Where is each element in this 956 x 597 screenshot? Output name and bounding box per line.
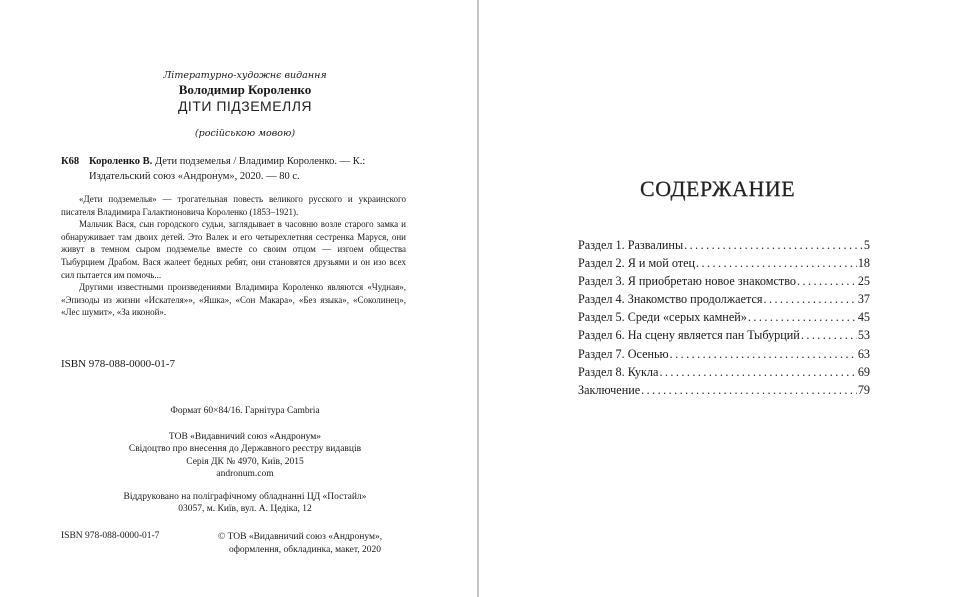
toc-entry-title: Раздел 6. На сцену является пан Тыбурций	[578, 328, 800, 343]
toc-entry[interactable]	[578, 365, 870, 383]
toc-entry[interactable]	[578, 383, 870, 401]
publisher-line: Свідоцтво про внесення до Державного реєстру видавців	[128, 444, 362, 455]
toc-entry[interactable]	[578, 238, 870, 256]
print-block	[60, 491, 430, 516]
toc-leader-dots	[670, 347, 857, 362]
toc-entry-page: 53	[857, 328, 870, 343]
toc-entry[interactable]	[578, 310, 870, 328]
toc-entry-page: 25	[857, 274, 870, 289]
language-note: (російською мовою)	[194, 128, 296, 139]
bottom-isbn: ISBN 978-088-0000-01-7	[61, 531, 160, 541]
edition-type: Літературно-художнє видання	[163, 70, 327, 81]
table-of-contents	[578, 238, 870, 401]
book-title: ДІТИ ПІДЗЕМЕЛЛЯ	[177, 98, 313, 114]
toc-entry-page: 63	[857, 346, 870, 361]
toc-entry-title: Раздел 4. Знакомство продолжается	[578, 292, 763, 307]
copyright-line: оформлення, обкладинка, макет, 2020	[229, 544, 382, 555]
toc-entry-title: Раздел 3. Я приобретаю новое знакомство	[578, 274, 796, 289]
toc-entry-title: Раздел 7. Осенью	[578, 346, 669, 361]
toc-leader-dots	[748, 310, 857, 325]
bib-author: Короленко В.	[89, 156, 153, 167]
format-line: Формат 60×84/16. Гарнітура Cambria	[170, 406, 320, 416]
toc-leader-dots	[797, 274, 857, 289]
right-page	[479, 0, 956, 597]
publisher-website: andronum.com	[216, 468, 274, 479]
toc-entry-title: Раздел 1. Развалины	[578, 238, 684, 252]
toc-entry-title: Заключение	[578, 382, 641, 397]
toc-entry-page: 69	[857, 364, 870, 379]
toc-title: СОДЕРЖАНИЕ	[639, 176, 796, 201]
toc-entry-page: 45	[857, 310, 870, 325]
toc-leader-dots	[801, 328, 857, 343]
publisher-line: ТОВ «Видавничий союз «Андронум»	[168, 432, 322, 442]
annotation	[61, 193, 406, 319]
bib-line2: Издательский союз «Андронум», 2020. — 80 с.	[89, 171, 300, 182]
print-address: 03057, м. Київ, вул. А. Цедіка, 12	[178, 504, 312, 515]
annotation-paragraph: «Дети подземелья» — трогательная повесть великого русского и украинского писателя Владимира Галактионовича Короленко (1853–1921).	[61, 194, 406, 217]
toc-leader-dots	[684, 238, 863, 253]
bib-line1: Дети подземелья / Владимир Короленко. — К.:	[152, 156, 366, 167]
toc-entry-page: 18	[857, 256, 870, 271]
toc-entry-page: 79	[857, 382, 870, 397]
toc-entry[interactable]	[578, 328, 870, 346]
toc-leader-dots	[696, 256, 857, 271]
toc-entry-title: Раздел 5. Среди «серых камней»	[578, 310, 747, 325]
toc-entry[interactable]	[578, 256, 870, 274]
copyright	[218, 531, 382, 556]
publisher-block	[60, 431, 430, 480]
toc-entry[interactable]	[578, 274, 870, 292]
toc-entry-title: Раздел 2. Я и мой отец	[578, 256, 696, 271]
toc-leader-dots	[763, 292, 856, 307]
annotation-paragraph: Мальчик Вася, сын городского судьи, заглядывает в часовню возле старого замка и обнаруживает там двоих детей. Это Валек и его четырехлетняя сестренка Маруся, они живут в темном сыром подземелье вместе со своим отцом — изгоем общества Тыбурцием Драбом. Вася жалеет бедных ребят, они становятся друзьями и он изо всех сил пытается им помочь...	[61, 219, 406, 280]
isbn: ISBN 978-088-0000-01-7	[61, 358, 175, 370]
toc-leader-dots	[659, 365, 856, 380]
bibliographic-record	[61, 154, 433, 184]
toc-leader-dots	[641, 383, 857, 398]
toc-entry-title: Раздел 8. Кукла	[578, 364, 659, 379]
toc-entry[interactable]	[578, 292, 870, 310]
left-page	[0, 0, 477, 597]
print-line: Віддруковано на поліграфічному обладнанні ЦД «Постайл»	[123, 492, 367, 502]
author-name: Володимир Короленко	[178, 82, 312, 97]
toc-entry[interactable]	[578, 347, 870, 365]
library-code: К68	[61, 156, 80, 167]
copyright-line: © ТОВ «Видавничий союз «Андронум»,	[218, 532, 383, 542]
annotation-paragraph: Другими известными произведениями Владимира Короленко являются «Чудная», «Эпизоды из жизни «Искателя»», «Яшка», «Сон Макара», «Без языка», «Соколинец», «Лес шумит», «За иконой».	[61, 282, 406, 318]
publisher-line: Серія ДК № 4970, Київ, 2015	[186, 456, 304, 467]
toc-entry-page: 37	[857, 292, 870, 307]
toc-entry-page: 5	[863, 238, 870, 252]
